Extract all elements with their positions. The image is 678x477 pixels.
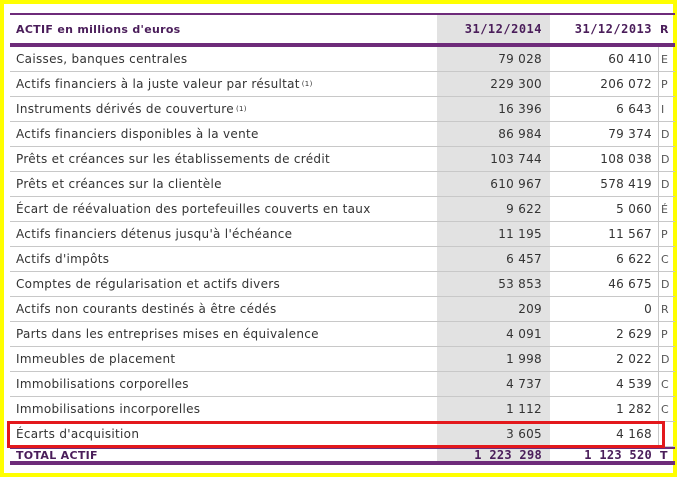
table-row: [10, 197, 675, 222]
extra-col: C: [658, 397, 678, 421]
value-2013: 11 567: [608, 227, 652, 241]
extra-col: P: [658, 72, 678, 96]
value-2013: 79 374: [608, 127, 652, 141]
extra-col: C: [658, 372, 678, 396]
value-2013: 2 022: [616, 352, 652, 366]
value-2014: 209: [437, 297, 550, 321]
header-2013: 31/12/2013: [574, 22, 652, 36]
row-label: [10, 147, 437, 171]
extra-col: D: [658, 172, 678, 196]
table-row: [10, 272, 675, 297]
header-extra: R: [660, 22, 669, 36]
row-label: [10, 47, 437, 71]
value-2013: 108 038: [600, 152, 652, 166]
row-label: [10, 272, 437, 296]
value-2014: 79 028: [437, 47, 550, 71]
row-label-text: Comptes de régularisation et actifs divers: [16, 277, 281, 291]
value-2014: 103 744: [437, 147, 550, 171]
value-2014: 610 967: [437, 172, 550, 196]
row-label: Instruments dérivés de couverture (1): [16, 102, 247, 116]
value-2013: 6 643: [616, 102, 652, 116]
row-label: [10, 322, 437, 346]
extra-col: P: [658, 222, 678, 246]
row-label-text: Prêts et créances sur la clientèle: [16, 177, 222, 191]
table-row: [10, 222, 675, 247]
row-label: [10, 247, 437, 271]
row-label: [10, 297, 437, 321]
value-2013: 60 410: [608, 52, 652, 66]
row-label-text: Prêts et créances sur les établissements de crédit: [16, 152, 330, 166]
table-row: [10, 172, 675, 197]
table-row: [10, 297, 675, 322]
value-2013: 4 539: [616, 377, 652, 391]
value-2013: 2 629: [616, 327, 652, 341]
total-label: TOTAL ACTIF: [16, 448, 98, 462]
row-label: Actifs financiers à la juste valeur par résultat (1): [16, 77, 313, 91]
row-label-text: Caisses, banques centrales: [16, 52, 188, 66]
balance-sheet-table: [10, 13, 670, 466]
value-2014: 6 457: [437, 247, 550, 271]
extra-col: É: [658, 197, 678, 221]
table-row: [10, 372, 675, 397]
row-label: [10, 347, 437, 371]
row-label-text: Écarts d'acquisition: [16, 427, 140, 441]
extra-col: C: [658, 247, 678, 271]
row-label: [10, 197, 437, 221]
table-row: [10, 322, 675, 347]
value-2014: 53 853: [437, 272, 550, 296]
header-2014: 31/12/2014: [437, 15, 550, 43]
extra-col: D: [658, 272, 678, 296]
value-2014: 11 195: [437, 222, 550, 246]
total-2013: 1 123 520: [584, 448, 652, 462]
table-row: [10, 147, 675, 172]
table-row: [10, 347, 675, 372]
extra-col: P: [658, 322, 678, 346]
row-label: [10, 372, 437, 396]
value-2014: 229 300: [437, 72, 550, 96]
row-label-text: Immobilisations corporelles: [16, 377, 189, 391]
value-2014: 86 984: [437, 122, 550, 146]
row-label-text: Écart de réévaluation des portefeuilles couverts en taux: [16, 202, 371, 216]
table-row: [10, 72, 675, 97]
row-label-text: Actifs non courants destinés à être cédés: [16, 302, 277, 316]
value-2013: 206 072: [600, 77, 652, 91]
extra-col: E: [658, 47, 678, 71]
row-label-text: Immobilisations incorporelles: [16, 402, 201, 416]
value-2013: 0: [644, 302, 652, 316]
value-2013: 46 675: [608, 277, 652, 291]
value-2013: 4 168: [616, 427, 652, 441]
row-label-text: Actifs financiers disponibles à la vente: [16, 127, 259, 141]
value-2014: 16 396: [437, 97, 550, 121]
extra-col: I: [658, 97, 678, 121]
row-label: [10, 422, 437, 446]
row-label: [10, 172, 437, 196]
header-label: ACTIF en millions d'euros: [16, 22, 181, 36]
table-row: [10, 122, 675, 147]
value-2013: 5 060: [616, 202, 652, 216]
row-label: [10, 122, 437, 146]
value-2013: 6 622: [616, 252, 652, 266]
extra-col: D: [658, 347, 678, 371]
value-2014: 3 605: [437, 422, 550, 446]
row-label: [10, 397, 437, 421]
extra-col: D: [658, 147, 678, 171]
row-label-text: Instruments dérivés de couverture: [16, 102, 234, 116]
row-label: [10, 222, 437, 246]
value-2014: 4 091: [437, 322, 550, 346]
value-2014: 1 112: [437, 397, 550, 421]
total-row: [10, 447, 675, 465]
extra-col: [658, 422, 678, 446]
row-label-text: Parts dans les entreprises mises en équivalence: [16, 327, 319, 341]
value-2013: 578 419: [600, 177, 652, 191]
table-header: [10, 13, 675, 47]
table-row: [10, 247, 675, 272]
value-2013: 1 282: [616, 402, 652, 416]
value-2014: 1 998: [437, 347, 550, 371]
total-2014: 1 223 298: [437, 449, 550, 461]
value-2014: 9 622: [437, 197, 550, 221]
table-row: [10, 97, 675, 122]
row-label-text: Immeubles de placement: [16, 352, 176, 366]
extra-col: D: [658, 122, 678, 146]
table-row: [10, 47, 675, 72]
row-label-text: Actifs financiers détenus jusqu'à l'échéance: [16, 227, 293, 241]
table-row: [10, 422, 675, 447]
table-row: [10, 397, 675, 422]
row-label-text: Actifs financiers à la juste valeur par résultat: [16, 77, 300, 91]
extra-col: R: [658, 297, 678, 321]
total-extra: T: [660, 448, 668, 462]
row-label-text: Actifs d'impôts: [16, 252, 110, 266]
value-2014: 4 737: [437, 372, 550, 396]
